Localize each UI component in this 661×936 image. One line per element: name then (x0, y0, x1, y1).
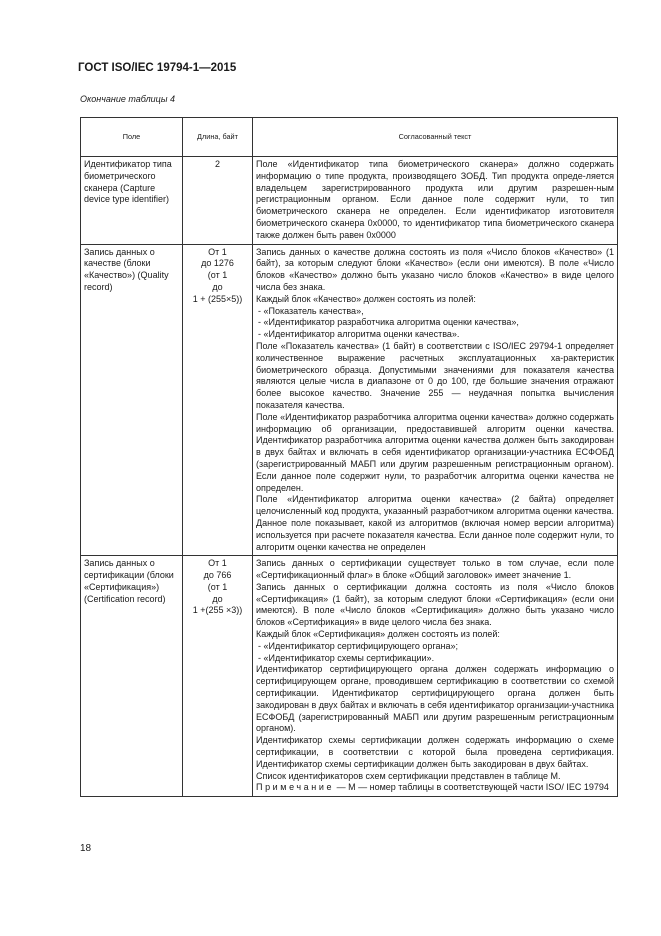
note (256, 782, 614, 794)
paragraph: Запись данных о качестве должна состоять из поля «Число блоков «Качество» (1 байт), за которым следуют блоки «Качество» (если они имеются). В поле «Число блоков «Качество» должно быть указано число блоков «Качество» в виде целого числа без знака. (256, 246, 614, 292)
paragraph: Каждый блок «Сертификация» должен состоять из полей: (256, 629, 500, 640)
column-header-field: Поле (81, 118, 183, 157)
document-header: ГОСТ ISO/IEC 19794-1—2015 (78, 62, 237, 74)
table-header-row (81, 118, 618, 157)
table-row (81, 244, 618, 556)
page-number: 18 (80, 843, 92, 854)
paragraph: Поле «Показатель качества» (1 байт) в соответствии с ISO/IEC 29794-1 определяет количественное выражение расчетных эксплуатационных ха-рактеристик биометрического образца. Допустимыми значениями для показателя качества являются целые числа в диапазоне от 0 до 100, где большие значения отражают более высокое качество. Значение 255 — неудачная попытка вычисления показателя качества. (256, 340, 614, 410)
paragraph: Каждый блок «Качество» должен состоять из полей: (256, 293, 476, 304)
list-item: - «Идентификатор разработчика алгоритма оценки качества», (258, 317, 519, 328)
paragraph: Поле «Идентификатор типа биометрического сканера» должно содержать информацию о типе продукта, производящего ЗОБД. Тип продукта опреде-ляется владельцем зарегистрированного продукта или другим разрешен-ным регистрационным органом. Если данное поле содержит нули, то тип биометрического сканера не определен. Если идентификатор изготовителя биометрического сканера 0x0000, то идентификатор типа биометрического сканера также должен быть равен 0x0000 (256, 159, 614, 240)
length-line: (от 1 (207, 270, 228, 281)
note-label: Примечание (256, 782, 335, 793)
paragraph: Список идентификаторов схем сертификации представлен в таблице М. (256, 770, 561, 781)
column-header-text: Согласованный текст (253, 118, 618, 157)
table-caption: Окончание таблицы 4 (80, 94, 175, 104)
paragraph: Идентификатор сертифицирующего органа должен содержать информацию о сертифицирующем органе, проводившем сертификацию в соответствии со схемой сертификации. Идентификатор сертифицирующего органа должен быть закодирован в двух байтах и включать в себя идентификатор организации-участника ЕСФОБД (зарегистрированный МАБП или другим разрешенным регистрационным органом). (256, 664, 614, 734)
length-line: до 1276 (201, 258, 234, 269)
table-row (81, 556, 618, 797)
length-line: (от 1 (207, 581, 228, 592)
paragraph: Поле «Идентификатор разработчика алгоритма оценки качества» должно содержать информацию об организации, предоставившей алгоритм оценки качества. Идентификатор разработчика алгоритма оценки качества должен быть закодирован в двух байтах и включать в себя идентификатор организации-участника ЕСФОБД (зарегистрированный МАБП или другим разрешенным регистрационным органом). Если данное поле содержит нули, то разработчик алгоритма оценки качества не определен. (256, 411, 614, 493)
list-item: - «Идентификатор сертифицирующего органа»; (258, 640, 458, 651)
length-cell (183, 157, 253, 245)
paragraph: Запись данных о сертификации существует только в том случае, если поле «Сертификационный флаг» в блоке «Общий заголовок» имеет значение 1. (256, 558, 614, 581)
table-row (81, 157, 618, 245)
length-line: От 1 (208, 558, 227, 569)
length-cell (183, 244, 253, 556)
list-item: - «Идентификатор схемы сертификации». (258, 652, 435, 663)
description-cell (253, 157, 618, 245)
field-name-cell: Запись данных о качестве (блоки «Качество») (Quality record) (81, 244, 183, 556)
length-line: до 766 (203, 570, 232, 581)
length-cell (183, 556, 253, 797)
description-cell (253, 244, 618, 556)
list-item: - «Идентификатор алгоритма оценки качества». (258, 329, 460, 340)
fields-table (80, 117, 618, 797)
length-line: От 1 (208, 246, 227, 257)
field-name-cell: Идентификатор типа биометрического сканера (Capture device type identifier) (81, 157, 183, 245)
length-line: 2 (214, 159, 220, 169)
field-name-cell: Запись данных о сертификации (блоки «Сертификация») (Certification record) (81, 556, 183, 797)
paragraph: Запись данных о сертификации должна состоять из поля «Число блоков «Сертификация» (1 байт), за которым следуют блоки «Сертификация» (если они имеются). В поле «Число блоков «Сертификация» должно быть указано число блоков «Сертификация» в виде целого числа без знака. (256, 581, 614, 628)
paragraph: Идентификатор схемы сертификации должен содержать информацию о схеме сертификации, в соответствии с которой была проведена сертификация. Идентификатор схемы сертификации должен быть закодирован в двух байтах. (256, 735, 614, 769)
paragraph: Поле «Идентификатор алгоритма оценки качества» (2 байта) определяет целочисленный код продукта, указанный разработчиком алгоритма оценки качества. Данное поле показывает, какой из алгоритмов (включая номер версии алгоритма) используется при расчете показателя качества. Если данное поле содержит нули, то алгоритм оценки качества не определен (256, 494, 614, 552)
description-cell (253, 556, 618, 797)
length-line: до (212, 593, 223, 604)
length-line: до (212, 281, 223, 292)
list-item: - «Показатель качества», (258, 305, 364, 316)
column-header-length: Длина, байт (183, 118, 253, 157)
note-text: — М — номер таблицы в соответствующей части ISO/ IEC 19794 (334, 782, 609, 793)
length-line: 1 +(255 ×3)) (192, 605, 243, 616)
length-line: 1 + (255×5)) (192, 293, 243, 304)
